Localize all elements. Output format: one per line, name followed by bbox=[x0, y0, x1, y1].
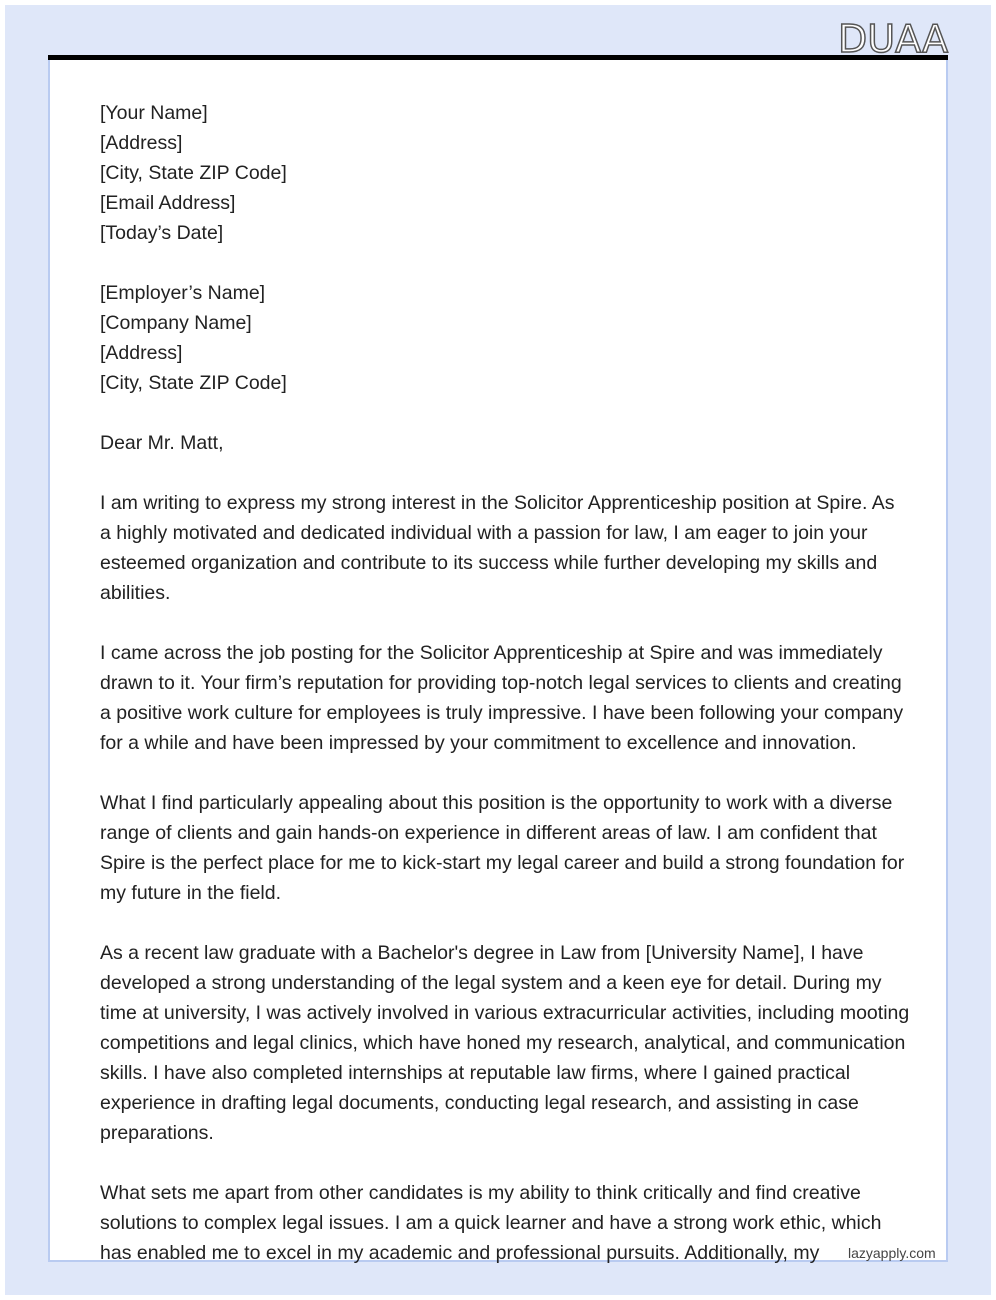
recipient-block bbox=[100, 278, 910, 398]
recipient-address: [Address] bbox=[100, 342, 183, 364]
watermark: lazyapply.com bbox=[848, 1245, 936, 1261]
header-rule bbox=[48, 55, 948, 60]
employer-name: [Employer’s Name] bbox=[100, 282, 266, 304]
sender-email: [Email Address] bbox=[100, 192, 236, 214]
salutation: Dear Mr. Matt, bbox=[100, 432, 224, 454]
company-name: [Company Name] bbox=[100, 312, 252, 334]
sender-block bbox=[100, 98, 910, 248]
sender-address: [Address] bbox=[100, 132, 183, 154]
paragraph: As a recent law graduate with a Bachelor's degree in Law from [University Name], I have developed a strong understanding of the legal system and a keen eye for detail. During my time at university, I was actively involved in various extracurricular activities, including mooting competitions and legal clinics, which have honed my research, analytical, and communication skills. I have also completed internships at reputable law firms, where I gained practical experience in drafting legal documents, conducting legal research, and assisting in case preparations. bbox=[100, 942, 910, 1144]
logo: DUAA bbox=[838, 17, 949, 61]
background bbox=[5, 5, 991, 1295]
paragraph: I came across the job posting for the Solicitor Apprenticeship at Spire and was immediately drawn to it. Your firm’s reputation for providing top-notch legal services to clients and creating a positive work culture for employees is truly impressive. I have been following your company for a while and have been impressed by your commitment to excellence and innovation. bbox=[100, 642, 904, 754]
sender-name: [Your Name] bbox=[100, 102, 208, 124]
paragraph: I am writing to express my strong interest in the Solicitor Apprenticeship position at Spire. As a highly motivated and dedicated individual with a passion for law, I am eager to join your esteemed organization and contribute to its success while further developing my skills and abilities. bbox=[100, 492, 895, 604]
paragraph: What sets me apart from other candidates is my ability to think critically and find creative solutions to complex legal issues. I am a quick learner and have a strong work ethic, which has enabled me to excel in my academic and professional pursuits. Additionally, my bbox=[100, 1182, 882, 1264]
letter-date: [Today’s Date] bbox=[100, 222, 224, 244]
recipient-city: [City, State ZIP Code] bbox=[100, 372, 287, 394]
letter-body bbox=[100, 98, 910, 1295]
paragraph: What I find particularly appealing about this position is the opportunity to work with a diverse range of clients and gain hands-on experience in different areas of law. I am confident that Spire is the perfect place for me to kick-start my legal career and build a strong foundation for my future in the field. bbox=[100, 792, 905, 904]
sender-city: [City, State ZIP Code] bbox=[100, 162, 287, 184]
